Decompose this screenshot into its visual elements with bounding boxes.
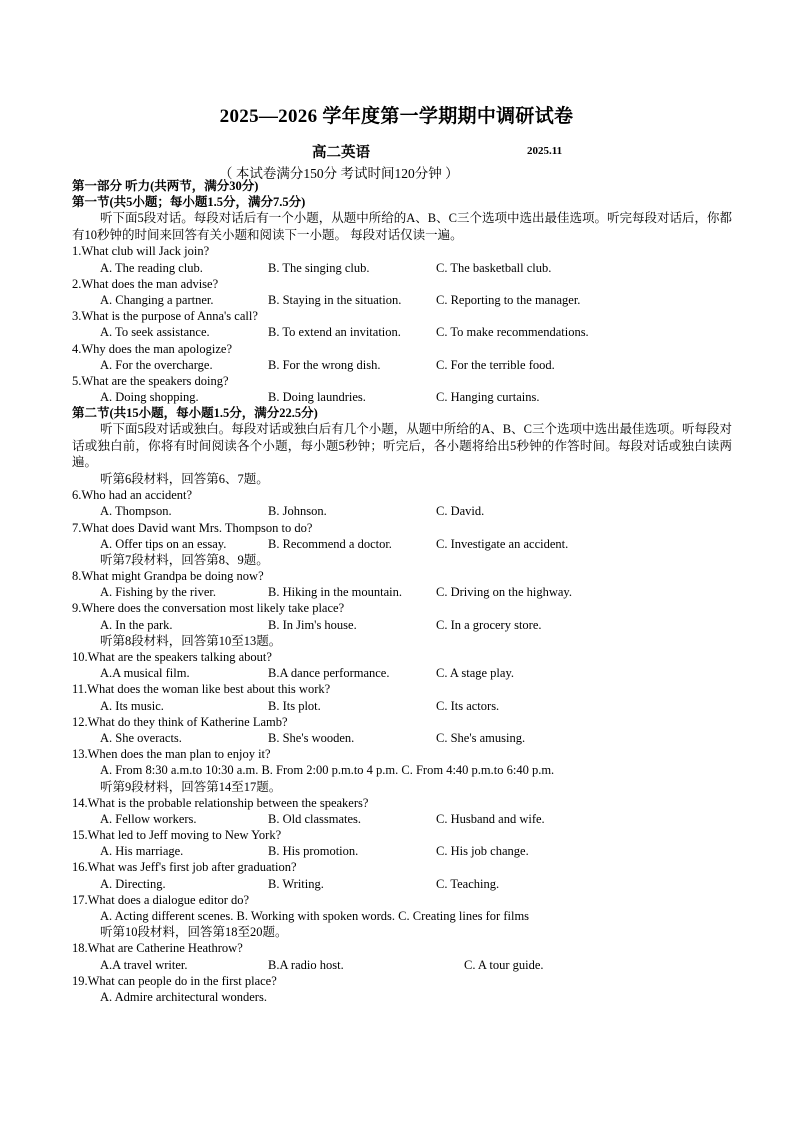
question-1: 1.What club will Jack join? bbox=[72, 244, 210, 259]
options-1 bbox=[72, 260, 732, 276]
options-16 bbox=[72, 876, 732, 892]
part1-heading: 第一部分 听力(共两节，满分30分) bbox=[72, 179, 259, 193]
question-10: 10.What are the speakers talking about? bbox=[72, 650, 272, 664]
question-6: 6.Who had an accident? bbox=[72, 488, 193, 503]
option-b: B. Doing laundries. bbox=[268, 390, 366, 405]
question-18: 18.What are Catherine Heathrow? bbox=[72, 941, 243, 956]
page-title: 2025—2026 学年度第一学期期中调研试卷 bbox=[219, 106, 574, 127]
option-a: A. Doing shopping. bbox=[100, 390, 199, 405]
question-4: 4.Why does the man apologize? bbox=[72, 341, 233, 356]
option-c: C. Hanging curtains. bbox=[436, 390, 540, 405]
option-b: B. In Jim's house. bbox=[268, 617, 357, 632]
options-8 bbox=[72, 584, 732, 600]
option-b: B. Hiking in the mountain. bbox=[268, 585, 403, 600]
option-b: B. Recommend a doctor. bbox=[268, 536, 392, 551]
options-7 bbox=[72, 536, 732, 552]
material-6: 听第6段材料，回答第6、7题。 bbox=[100, 471, 269, 486]
option-c: C. She's amusing. bbox=[436, 730, 526, 745]
question-7: 7.What does David want Mrs. Thompson to do? bbox=[72, 520, 313, 535]
option-c: C. Driving on the highway. bbox=[436, 585, 572, 600]
option-a: A. Changing a partner. bbox=[100, 292, 214, 307]
section2-instructions: 听下面5段对话或独白。每段对话或独白后有几个小题，从题中所给的A、B、C三个选项中选出最佳选项。听每段对话或独白前，你将有时间阅读各个小题，每小题5秒钟；听完后，各小题将给出5秒钟的作答时间。每段对话或独白读两遍。 bbox=[72, 422, 732, 470]
options-12 bbox=[72, 730, 732, 746]
options-17: A. Acting different scenes. B. Working with spoken words. C. Creating lines for films bbox=[100, 909, 530, 923]
material-9: 听第9段材料，回答第14至17题。 bbox=[100, 779, 282, 794]
option-c: C. Its actors. bbox=[436, 698, 500, 713]
question-11: 11.What does the woman like best about this work? bbox=[72, 682, 331, 697]
options-3 bbox=[72, 324, 732, 340]
option-a: A.A travel writer. bbox=[100, 957, 188, 972]
option-c: C. For the terrible food. bbox=[436, 357, 555, 372]
section2-heading: 第二节(共15小题，每小题1.5分，满分22.5分) bbox=[72, 406, 318, 421]
option-c: C. A tour guide. bbox=[464, 957, 544, 972]
question-12: 12.What do they think of Katherine Lamb? bbox=[72, 714, 288, 729]
question-14: 14.What is the probable relationship between the speakers? bbox=[72, 795, 369, 810]
option-c: C. His job change. bbox=[436, 844, 529, 859]
option-b: B. His promotion. bbox=[268, 844, 359, 859]
option-a: A. The reading club. bbox=[100, 260, 203, 275]
section1-instructions: 听下面5段对话。每段对话后有一个小题，从题中所给的A、B、C三个选项中选出最佳选项。听完每段对话后，你都有10秒钟的时间来回答有关小题和阅读下一小题。 每段对话仅读一遍。 bbox=[72, 211, 732, 242]
option-b: B. Writing. bbox=[268, 876, 324, 891]
material-7: 听第7段材料，回答第8、9题。 bbox=[100, 552, 269, 567]
options-5 bbox=[72, 389, 732, 405]
option-c: C. Investigate an accident. bbox=[436, 536, 569, 551]
material-8: 听第8段材料，回答第10至13题。 bbox=[100, 633, 282, 648]
options-19 bbox=[72, 989, 732, 1005]
question-8: 8.What might Grandpa be doing now? bbox=[72, 569, 264, 584]
option-c: C. A stage play. bbox=[436, 666, 515, 681]
option-b: B. Staying in the situation. bbox=[268, 292, 402, 307]
question-13: 13.When does the man plan to enjoy it? bbox=[72, 747, 271, 762]
option-b: B. Johnson. bbox=[268, 504, 327, 519]
option-c: C. In a grocery store. bbox=[436, 617, 542, 632]
options-9 bbox=[72, 617, 732, 633]
options-14 bbox=[72, 811, 732, 827]
options-10 bbox=[72, 665, 732, 681]
material-10: 听第10段材料，回答第18至20题。 bbox=[100, 925, 288, 940]
option-a: A. Directing. bbox=[100, 876, 166, 891]
option-a: A. To seek assistance. bbox=[100, 325, 210, 340]
option-b: B. She's wooden. bbox=[268, 730, 355, 745]
option-a: A. Fellow workers. bbox=[100, 811, 197, 826]
option-c: C. To make recommendations. bbox=[436, 325, 589, 340]
exam-body bbox=[72, 178, 732, 1005]
question-2: 2.What does the man advise? bbox=[72, 276, 219, 291]
options-15 bbox=[72, 843, 732, 859]
option-b: B.A radio host. bbox=[268, 957, 344, 972]
subject-label: 高二英语 bbox=[312, 145, 370, 161]
option-b: B. The singing club. bbox=[268, 260, 370, 275]
question-17: 17.What does a dialogue editor do? bbox=[72, 892, 250, 907]
option-a: A. Its music. bbox=[100, 698, 164, 713]
option-a: A. For the overcharge. bbox=[100, 357, 213, 372]
option-c: C. The basketball club. bbox=[436, 260, 552, 275]
option-b: B. Old classmates. bbox=[268, 811, 362, 826]
question-5: 5.What are the speakers doing? bbox=[72, 373, 229, 388]
option-c: C. David. bbox=[436, 504, 485, 519]
option-a: A. Fishing by the river. bbox=[100, 585, 216, 600]
question-15: 15.What led to Jeff moving to New York? bbox=[72, 828, 282, 843]
question-9: 9.Where does the conversation most likely take place? bbox=[72, 601, 345, 616]
option-c: C. Reporting to the manager. bbox=[436, 292, 581, 307]
option-a: A.A musical film. bbox=[100, 666, 190, 681]
options-18 bbox=[72, 957, 732, 973]
options-4 bbox=[72, 357, 732, 373]
option-b: B. To extend an invitation. bbox=[268, 325, 401, 340]
options-6 bbox=[72, 503, 732, 519]
option-a: A. Thompson. bbox=[100, 504, 172, 519]
option-a: A. She overacts. bbox=[100, 730, 182, 745]
options-2 bbox=[72, 292, 732, 308]
exam-note: （ 本试卷满分150分 考试时间120分钟 ） bbox=[219, 166, 459, 181]
question-16: 16.What was Jeff's first job after graduation? bbox=[72, 860, 297, 875]
option-c: C. Husband and wife. bbox=[436, 811, 545, 826]
exam-date: 2025.11 bbox=[527, 145, 563, 157]
question-19: 19.What can people do in the first place? bbox=[72, 973, 277, 988]
option-a: A. His marriage. bbox=[100, 844, 184, 859]
option-a: A. Offer tips on an essay. bbox=[100, 536, 227, 551]
options-13: A. From 8:30 a.m.to 10:30 a.m. B. From 2:00 p.m.to 4 p.m. C. From 4:40 p.m.to 6:40 p.m. bbox=[100, 763, 555, 778]
options-11 bbox=[72, 698, 732, 714]
option-b: B. For the wrong dish. bbox=[268, 357, 381, 372]
option-b: B. Its plot. bbox=[268, 698, 321, 713]
question-3: 3.What is the purpose of Anna's call? bbox=[72, 309, 258, 324]
option-a: A. Admire architectural wonders. bbox=[100, 989, 267, 1004]
option-b: B.A dance performance. bbox=[268, 666, 390, 681]
section1-heading: 第一节(共5小题；每小题1.5分，满分7.5分) bbox=[72, 195, 306, 210]
option-a: A. In the park. bbox=[100, 617, 173, 632]
option-c: C. Teaching. bbox=[436, 876, 500, 891]
